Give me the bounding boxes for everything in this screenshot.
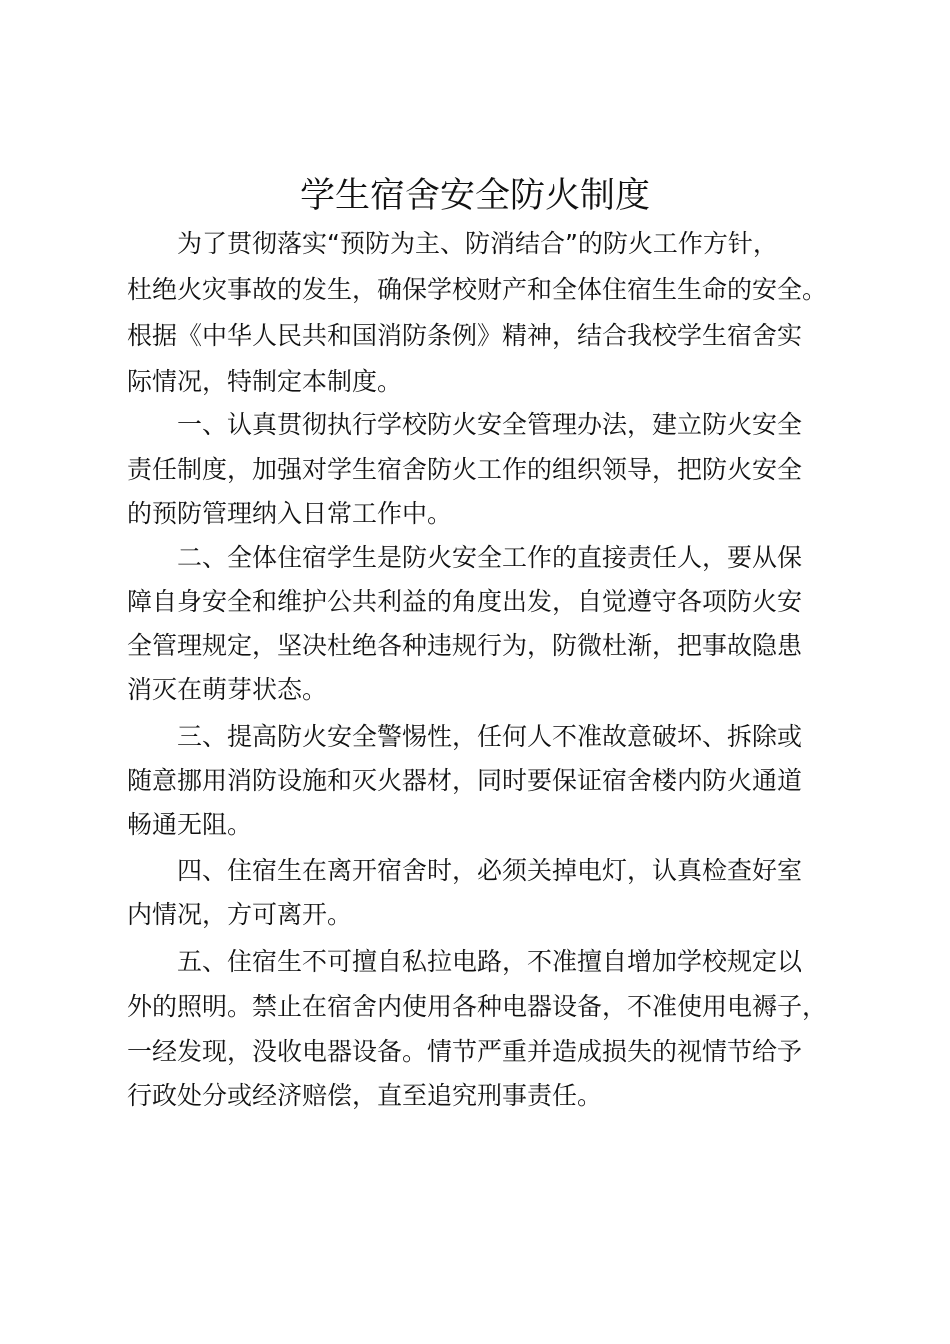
text-line: 随意挪用消防设施和灭火器材，同时要保证宿舍楼内防火通道 — [127, 766, 803, 795]
text-line: 一经发现，没收电器设备。情节严重并造成损失的视情节给予 — [127, 1037, 803, 1066]
text-line: 一、认真贯彻执行学校防火安全管理办法，建立防火安全 — [177, 410, 803, 439]
text-line: 责任制度，加强对学生宿舍防火工作的组织领导，把防火安全 — [127, 455, 803, 484]
text-line: 的预防管理纳入日常工作中。 — [127, 499, 453, 528]
text-line: 五、住宿生不可擅自私拉电路，不准擅自增加学校规定以 — [177, 947, 803, 976]
text-line: 杜绝火灾事故的发生，确保学校财产和全体住宿生生命的安全。 — [127, 275, 828, 304]
text-line: 二、全体住宿学生是防火安全工作的直接责任人，要从保 — [177, 543, 803, 572]
text-line: 四、住宿生在离开宿舍时，必须关掉电灯，认真检查好室 — [177, 856, 803, 885]
text-line: 障自身安全和维护公共利益的角度出发，自觉遵守各项防火安 — [127, 587, 803, 616]
text-line: 际情况，特制定本制度。 — [127, 367, 403, 396]
text-line: 根据《中华人民共和国消防条例》精神，结合我校学生宿舍实 — [127, 321, 803, 350]
text-line: 为了贯彻落实“预防为主、防消结合”的防火工作方针， — [177, 229, 778, 258]
text-line: 三、提高防火安全警惕性，任何人不准故意破坏、拆除或 — [177, 722, 803, 751]
text-line: 畅通无阻。 — [127, 810, 253, 839]
text-line: 行政处分或经济赔偿，直至追究刑事责任。 — [127, 1081, 603, 1110]
text-line: 外的照明。禁止在宿舍内使用各种电器设备，不准使用电褥子， — [127, 992, 828, 1021]
text-line: 消灭在萌芽状态。 — [127, 675, 328, 704]
text-line: 内情况，方可离开。 — [127, 900, 353, 929]
text-line: 全管理规定，坚决杜绝各种违规行为，防微杜渐，把事故隐患 — [127, 631, 803, 660]
document-title: 学生宿舍安全防火制度 — [299, 176, 650, 216]
